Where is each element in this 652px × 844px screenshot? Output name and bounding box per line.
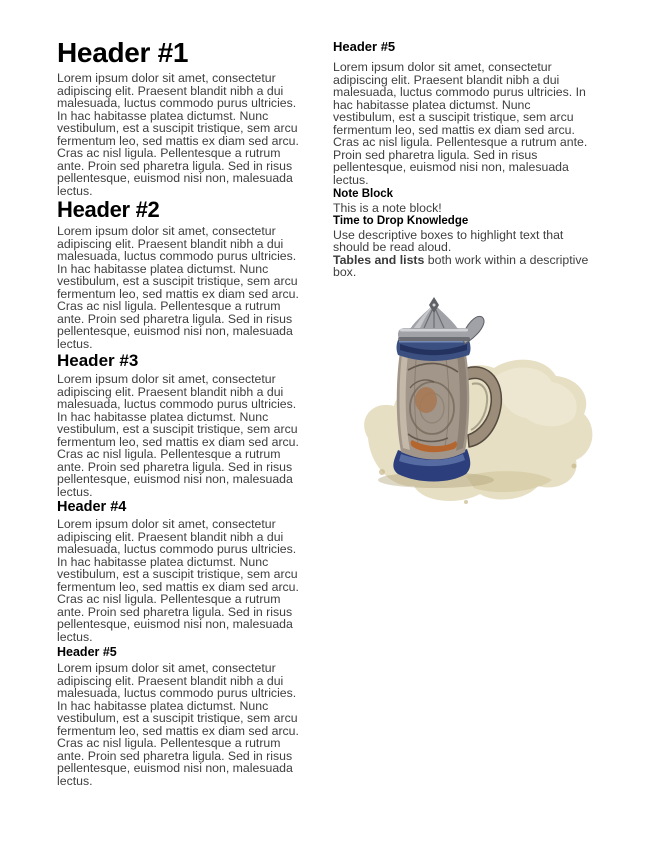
- right-column: [333, 39, 590, 279]
- heading-level-1: Header #1: [57, 37, 189, 68]
- tables-lists-rest: both work within a descriptive box.: [333, 252, 589, 279]
- body-paragraph: Lorem ipsum dolor sit amet, consectetur adipiscing elit. Praesent blandit nibh a dui malesuada, luctus commodo purus ultricies. In hac habitasse platea dictumst. Nunc vestibulum, est a suscipit tristique, sem arcu fermentum leo, sed mattis ex diam sed arcu. Cras ac nisl ligula. Pellentesque a rutrum ante. Proin sed pharetra ligula. Sed in risus pellentesque, euismod nisi non, malesuada lectus.: [57, 517, 299, 644]
- body-paragraph: Lorem ipsum dolor sit amet, consectetur adipiscing elit. Praesent blandit nibh a dui malesuada, luctus commodo purus ultricies. In hac habitasse platea dictumst. Nunc vestibulum, est a suscipit tristique, sem arcu fermentum leo, sed mattis ex diam sed arcu. Cras ac nisl ligula. Pellentesque a rutrum ante. Proin sed pharetra ligula. Sed in risus pellentesque, euismod nisi non, malesuada lectus.: [57, 372, 299, 499]
- stein-illustration: [346, 296, 610, 508]
- tables-lists-text: [333, 254, 590, 279]
- stein-image: [346, 296, 610, 508]
- left-column: [57, 37, 309, 791]
- heading-level-3: Header #3: [57, 351, 139, 370]
- body-paragraph: Lorem ipsum dolor sit amet, consectetur adipiscing elit. Praesent blandit nibh a dui malesuada, luctus commodo purus ultricies. In hac habitasse platea dictumst. Nunc vestibulum, est a suscipit tristique, sem arcu fermentum leo, sed mattis ex diam sed arcu. Cras ac nisl ligula. Pellentesque a rutrum ante. Proin sed pharetra ligula. Sed in risus pellentesque, euismod nisi non, malesuada lectus.: [333, 60, 588, 187]
- heading-level-5: Header #5: [57, 645, 117, 659]
- body-paragraph: Lorem ipsum dolor sit amet, consectetur adipiscing elit. Praesent blandit nibh a dui malesuada, luctus commodo purus ultricies. In hac habitasse platea dictumst. Nunc vestibulum, est a suscipit tristique, sem arcu fermentum leo, sed mattis ex diam sed arcu. Cras ac nisl ligula. Pellentesque a rutrum ante. Proin sed pharetra ligula. Sed in risus pellentesque, euismod nisi non, malesuada lectus.: [57, 224, 299, 351]
- heading-level-4: Header #4: [57, 499, 127, 515]
- note-block-text: This is a note block!: [333, 201, 442, 215]
- knowledge-block-label: Time to Drop Knowledge: [333, 214, 469, 227]
- stein-body: [397, 346, 470, 459]
- body-paragraph: Lorem ipsum dolor sit amet, consectetur adipiscing elit. Praesent blandit nibh a dui malesuada, luctus commodo purus ultricies. In hac habitasse platea dictumst. Nunc vestibulum, est a suscipit tristique, sem arcu fermentum leo, sed mattis ex diam sed arcu. Cras ac nisl ligula. Pellentesque a rutrum ante. Proin sed pharetra ligula. Sed in risus pellentesque, euismod nisi non, malesuada lectus.: [57, 661, 299, 788]
- note-block-label: Note Block: [333, 188, 394, 200]
- knowledge-block-text: Use descriptive boxes to highlight text that should be read aloud.: [333, 227, 564, 254]
- heading-level-5: Header #5: [333, 39, 396, 54]
- heading-level-2: Header #2: [57, 197, 160, 222]
- stein-lid: [398, 297, 484, 344]
- tables-lists-bold-lead: Tables and lists: [333, 252, 425, 267]
- body-paragraph: Lorem ipsum dolor sit amet, consectetur adipiscing elit. Praesent blandit nibh a dui malesuada, luctus commodo purus ultricies. In hac habitasse platea dictumst. Nunc vestibulum, est a suscipit tristique, sem arcu fermentum leo, sed mattis ex diam sed arcu. Cras ac nisl ligula. Pellentesque a rutrum ante. Proin sed pharetra ligula. Sed in risus pellentesque, euismod nisi non, malesuada lectus.: [57, 71, 299, 198]
